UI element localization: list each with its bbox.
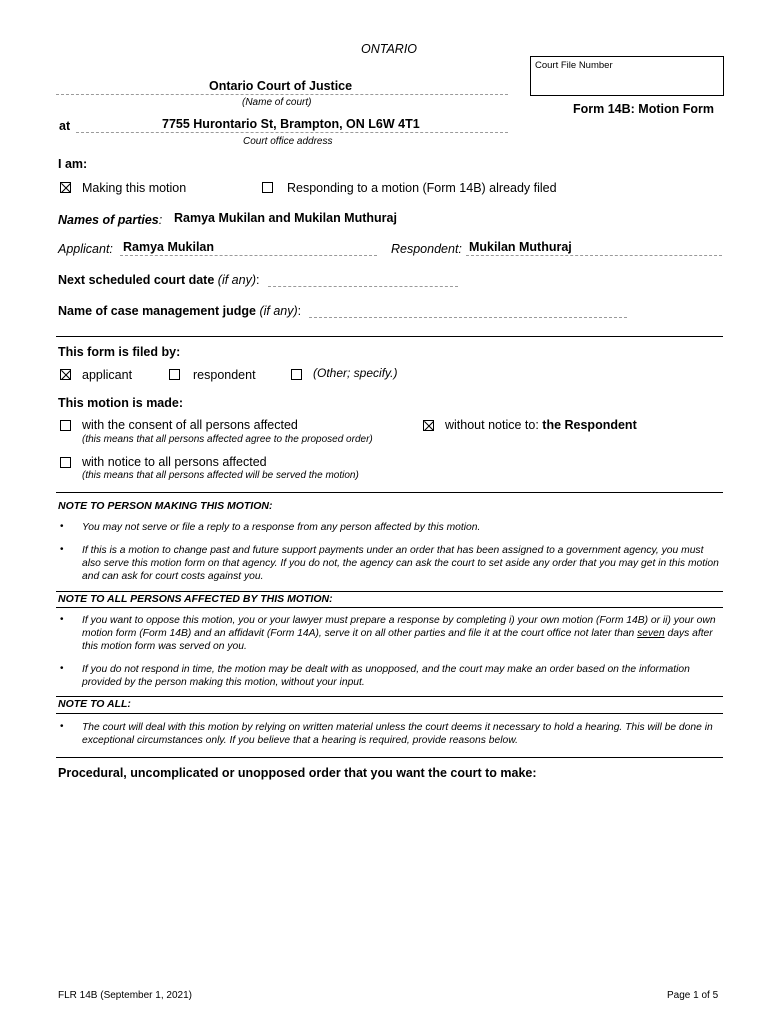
- filed-by-respondent-label: respondent: [193, 368, 256, 382]
- court-name-caption: (Name of court): [242, 97, 312, 108]
- form-id: FLR 14B (September 1, 2021): [58, 990, 192, 1001]
- court-name-line: [56, 94, 508, 95]
- judge-field[interactable]: [309, 317, 627, 318]
- note-maker-heading: NOTE TO PERSON MAKING THIS MOTION:: [58, 500, 273, 512]
- note-affected-bullet-2: If you do not respond in time, the motion may be dealt with as unopposed, and the court may make an order based on the information provided by the person making this motion, without your input.: [82, 664, 690, 688]
- with-notice-checkbox[interactable]: [60, 457, 71, 468]
- page-number: Page 1 of 5: [667, 990, 719, 1001]
- respondent-label: Respondent:: [391, 242, 462, 256]
- note-affected-bullet-1: If you want to oppose this motion, you or your lawyer must prepare a response by completing i) your own motion (Form 14B) or ii) your own motion form (Form 14B) and an affidavit (Form 14A), serve it on all other parties and file it at the court office not later than seven days after this motion form was served on you.: [82, 615, 716, 652]
- filed-by-other-label: (Other; specify.): [313, 366, 398, 380]
- bullet-glyph: •: [60, 663, 64, 674]
- bullet-glyph: •: [60, 521, 64, 532]
- filed-by-other-field[interactable]: [401, 380, 721, 381]
- names-of-parties-value[interactable]: Ramya Mukilan and Mukilan Muthuraj: [174, 211, 397, 225]
- bullet-glyph: •: [60, 614, 64, 625]
- respondent-line: [466, 255, 722, 256]
- filed-by-label: This form is filed by:: [58, 345, 181, 359]
- order-heading: Procedural, uncomplicated or unopposed order that you want the court to make:: [58, 766, 537, 780]
- names-of-parties-label: Names of parties:: [58, 213, 163, 227]
- court-address-line: [76, 132, 508, 133]
- court-address-caption: Court office address: [243, 136, 333, 147]
- consent-note: (this means that all persons affected agree to the proposed order): [82, 434, 373, 445]
- form-title: Form 14B: Motion Form: [573, 102, 714, 116]
- consent-checkbox[interactable]: [60, 420, 71, 431]
- motion-made-label: This motion is made:: [58, 396, 184, 410]
- respondent-value[interactable]: Mukilan Muthuraj: [469, 240, 572, 254]
- judge-label: Name of case management judge (if any):: [58, 304, 302, 318]
- without-notice-checkbox[interactable]: [423, 420, 434, 431]
- note-all-heading: NOTE TO ALL:: [58, 698, 131, 710]
- consent-label: with the consent of all persons affected: [82, 418, 298, 432]
- note-maker-bullet-1: You may not serve or file a reply to a response from any person affected by this motion.: [82, 522, 481, 533]
- section-divider: [56, 696, 723, 697]
- filed-by-applicant-label: applicant: [82, 368, 133, 382]
- bullet-glyph: •: [60, 544, 64, 555]
- court-file-number-label: Court File Number: [535, 60, 613, 71]
- with-notice-note: (this means that all persons affected will be served the motion): [82, 470, 359, 481]
- applicant-value[interactable]: Ramya Mukilan: [123, 240, 215, 254]
- making-motion-label: Making this motion: [82, 181, 187, 195]
- court-date-label: Next scheduled court date (if any):: [58, 273, 260, 287]
- filed-by-other-checkbox[interactable]: [291, 369, 302, 380]
- section-divider: [56, 713, 723, 714]
- filed-by-respondent-checkbox[interactable]: [169, 369, 180, 380]
- with-notice-label: with notice to all persons affected: [82, 455, 267, 469]
- applicant-line: [120, 255, 377, 256]
- bullet-glyph: •: [60, 721, 64, 732]
- i-am-label: I am:: [58, 157, 88, 171]
- province-heading: ONTARIO: [361, 42, 418, 56]
- responding-checkbox[interactable]: [262, 182, 273, 193]
- section-divider: [56, 607, 723, 608]
- order-text-area[interactable]: [56, 785, 723, 980]
- note-affected-heading: NOTE TO ALL PERSONS AFFECTED BY THIS MOTION:: [58, 593, 333, 605]
- responding-label: Responding to a motion (Form 14B) already filed: [287, 181, 557, 195]
- section-divider: [56, 492, 723, 493]
- note-maker-bullet-2: If this is a motion to change past and future support payments under an order that has been assigned to a government agency, you must also serve this motion form on that agency. If you do not, the agency can ask the court to set aside any order that you may get in this motion and can ask for court costs against you.: [82, 545, 719, 582]
- court-name[interactable]: Ontario Court of Justice: [209, 79, 353, 93]
- section-divider: [56, 757, 723, 758]
- applicant-label: Applicant:: [58, 242, 113, 256]
- section-divider: [56, 336, 723, 337]
- without-notice-label: without notice to: the Respondent: [445, 418, 637, 432]
- making-motion-checkbox[interactable]: [60, 182, 71, 193]
- court-file-number-box[interactable]: [530, 56, 724, 96]
- court-date-field[interactable]: [268, 286, 458, 287]
- note-all-bullet-1: The court will deal with this motion by relying on written material unless the court deems it necessary to hold a hearing. This will be done in exceptional circumstances only. If you believe that a hearing is required, provide reasons below.: [82, 722, 713, 746]
- section-divider: [56, 591, 723, 592]
- court-address[interactable]: 7755 Hurontario St, Brampton, ON L6W 4T1: [162, 117, 420, 131]
- filed-by-applicant-checkbox[interactable]: [60, 369, 71, 380]
- at-label: at: [59, 119, 71, 133]
